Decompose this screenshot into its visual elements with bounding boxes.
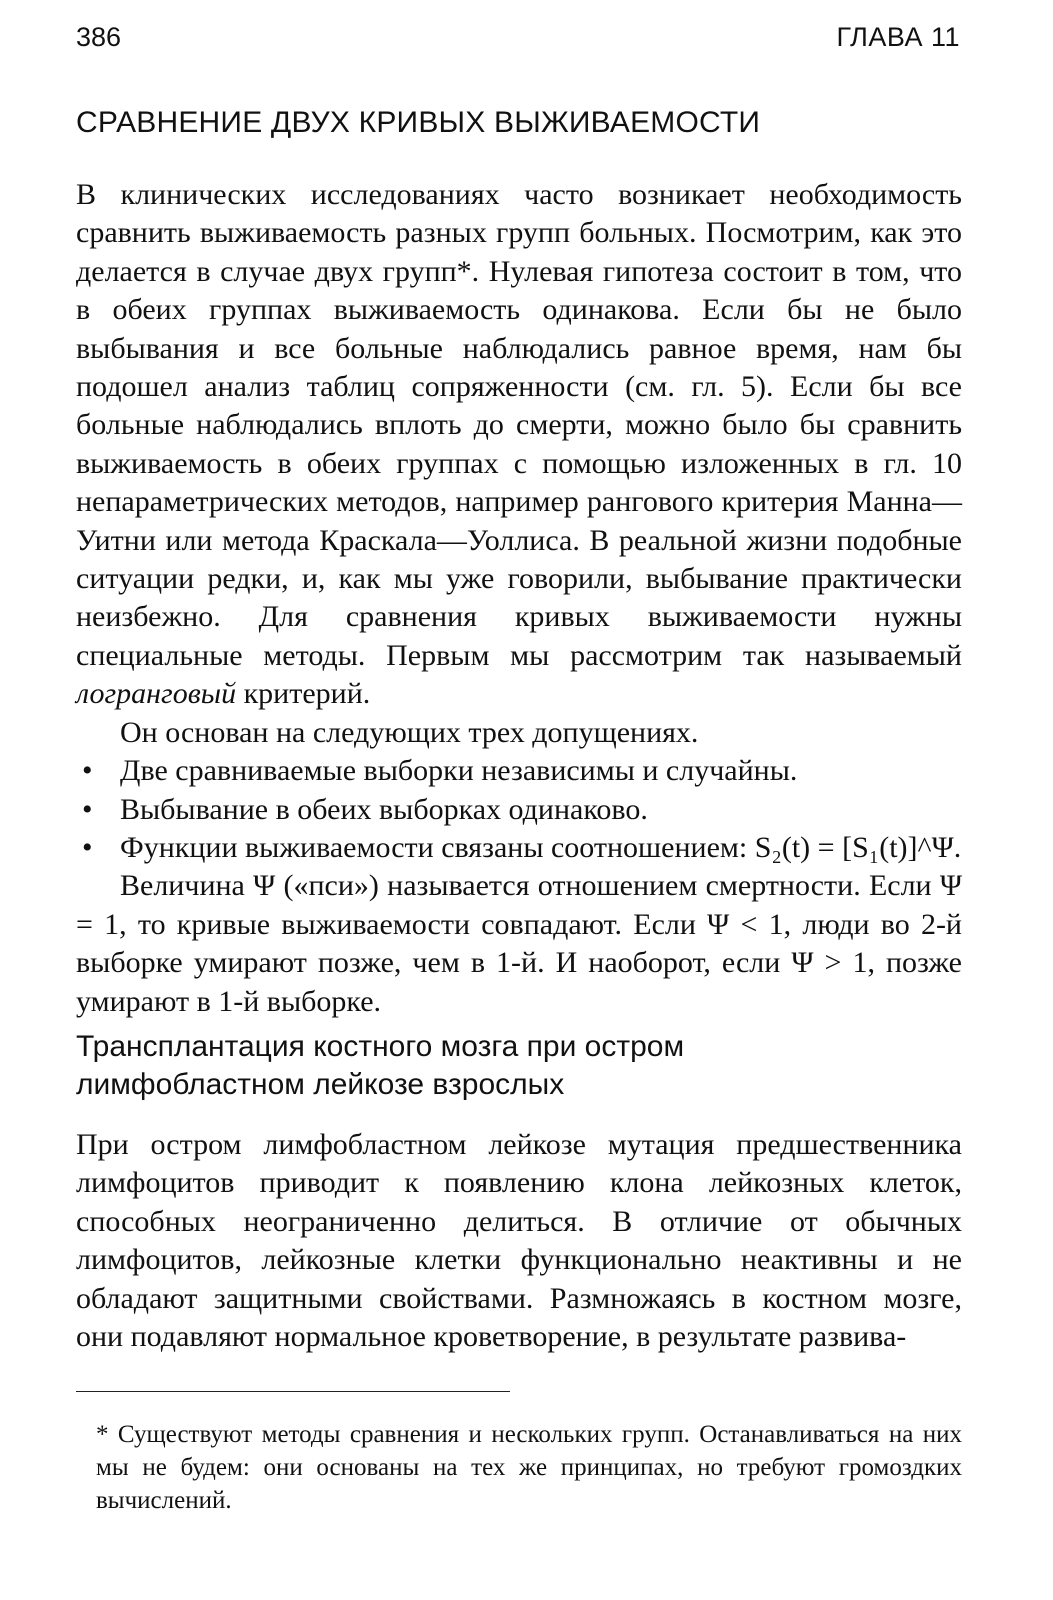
assumptions-intro: Он основан на следующих трех допущениях. (120, 715, 699, 749)
bullet-icon: • (82, 830, 93, 864)
bullet-icon: • (82, 792, 93, 826)
paragraph-intro-text: В клинических исследованиях часто возникает необходимость сравнить выживаемость разных групп больных. Посмотрим, как это делается в случае двух групп*. Нулевая гипотеза состоит в том, что в обеих группах выживаемость одинакова. Если бы не было выбывания и все больные наблюдались равное время, нам бы подошел анализ таблиц сопряженности (см. гл. 5). Если бы все больные наблюдались вплоть до смерти, можно было бы сравнить выживаемость в обеих группах с помощью изложенных в гл. 10 непараметрических методов, например рангового критерия Манна—Уитни или метода Краскала—Уоллиса. В реальной жизни подобные ситуации редки, и, как мы уже говорили, выбывание практически неизбежно. Для сравнения кривых выживаемости нужны специальные методы. Первым мы рассмотрим так называемый (76, 178, 962, 672)
paragraph-leukemia: При остром лимфобластном лейкозе мутация предшественника лимфоцитов приводит к появлению клона лейкозных клеток, способных неограниченно делиться. В отличие от обычных лимфоцитов, лейкозные клетки функционально неактивны и не обладают защитными свойствами. Размножаясь в костном мозге, они подавляют нормальное кроветворение, в результате развива- (76, 1128, 962, 1354)
paragraph-psi: Величина Ψ («пси») называется отношением смертности. Если Ψ = 1, то кривые выживаемости совпадают. Если Ψ < 1, люди во 2-й выборке умирают позже, чем в 1-й. И наоборот, если Ψ > 1, позже умирают в 1-й выборке. (76, 869, 962, 1018)
paragraph-intro (76, 176, 962, 714)
list-item-text: Функции выживаемости связаны соотношением: S₂(t) = [S₁(t)]^Ψ. (120, 830, 962, 864)
page-header (76, 22, 960, 56)
paragraph-intro-end: критерий. (243, 677, 371, 711)
list-item (76, 752, 962, 790)
list-item (76, 791, 962, 829)
footnote-divider (76, 1391, 510, 1392)
list-item-text: Две сравниваемые выборки независимы и случайны. (120, 754, 798, 788)
footnote: * Существуют методы сравнения и нескольких групп. Останавливаться на них мы не будем: они основаны на тех же принципах, но требуют громоздких вычислений. (96, 1421, 962, 1514)
bullet-icon: • (82, 754, 93, 788)
section-title: СРАВНЕНИЕ ДВУХ КРИВЫХ ВЫЖИВАЕМОСТИ (76, 106, 761, 139)
list-item-text: Выбывание в обеих выборках одинаково. (120, 792, 648, 826)
italic-term: логранговый (76, 677, 237, 711)
subsection-title: Трансплантация костного мозга при остром лимфобластном лейкозе взрослых (76, 1030, 685, 1101)
section-body (76, 176, 962, 1021)
assumptions-list (76, 752, 962, 867)
list-item (76, 829, 962, 867)
chapter-label: ГЛАВА 11 (836, 22, 960, 52)
page-number: 386 (76, 22, 122, 52)
